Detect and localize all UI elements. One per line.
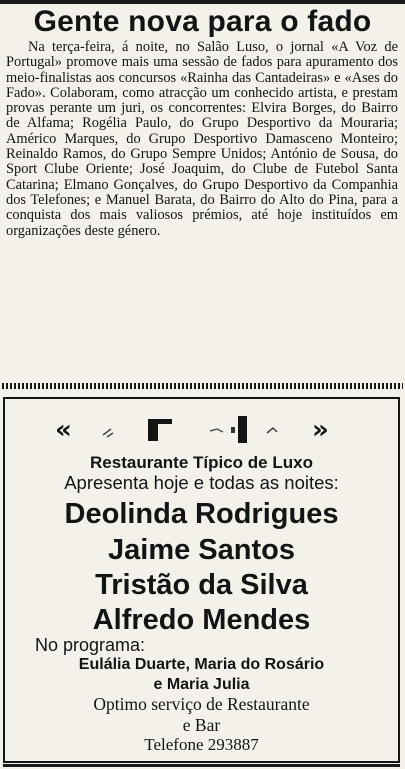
bottom-rule: [3, 764, 400, 767]
service-line: Optimo serviço de Restaurante: [93, 694, 310, 714]
article-headline: Gente nova para o fado: [33, 5, 372, 38]
performer-name: Tristão da Silva: [95, 569, 308, 601]
program-line: Eulália Duarte, Maria do Rosário: [78, 656, 325, 673]
ad-intro-line: Apresenta hoje e todas as noites:: [64, 472, 339, 493]
performer-name: Jaime Santos: [108, 534, 295, 566]
restaurant-advertisement: [3, 397, 400, 763]
service-line: e Bar: [182, 715, 221, 735]
program-line: e Maria Julia: [153, 676, 250, 693]
restaurant-logo: [5, 413, 398, 447]
news-article: [0, 0, 405, 383]
phone-line: Telefone 293887: [144, 735, 259, 754]
performer-name: Alfredo Mendes: [92, 604, 311, 636]
quote-open-glyph: «: [55, 415, 72, 445]
decorative-divider: [2, 383, 403, 389]
program-label: No programa:: [35, 635, 146, 655]
quote-close-glyph: »: [312, 415, 329, 445]
article-body: Na terça-feira, á noite, no Salão Luso, o jornal «A Voz de Portugal» promove mais uma sessão de fados para apuramento dos meio-finalistas aos concursos «Rainha das Cantadeiras» e «Ases do Fado». Colaboram, como atracção um conhecido artista, e prestam provas perante um juri, os concorrentes: Elvira Borges, do Bairro de Alfama; Rogélia Paulo, do Grupo Desportivo da Mouraria; Américo Marques, do Grupo Desportivo Damasceno Monteiro; Reinaldo Ramos, do Grupo Sempre Unidos; António de Sousa, do Sport Clube Oriente; José Joaquim, do Clube de Futebol Santa Catarina; Elmano Gonçalves, do Grupo Desportivo da Companhia dos Telefones; e Manuel Barata, do Bairro do Alto do Pina, para a conquista dos mais valiosos prémios, até hoje instituídos em organizações deste género.: [6, 39, 398, 239]
logo-illegible-mark: [5, 413, 398, 447]
ad-type-line: Restaurante Típico de Luxo: [90, 453, 313, 472]
performer-name: Deolinda Rodrigues: [64, 498, 339, 530]
